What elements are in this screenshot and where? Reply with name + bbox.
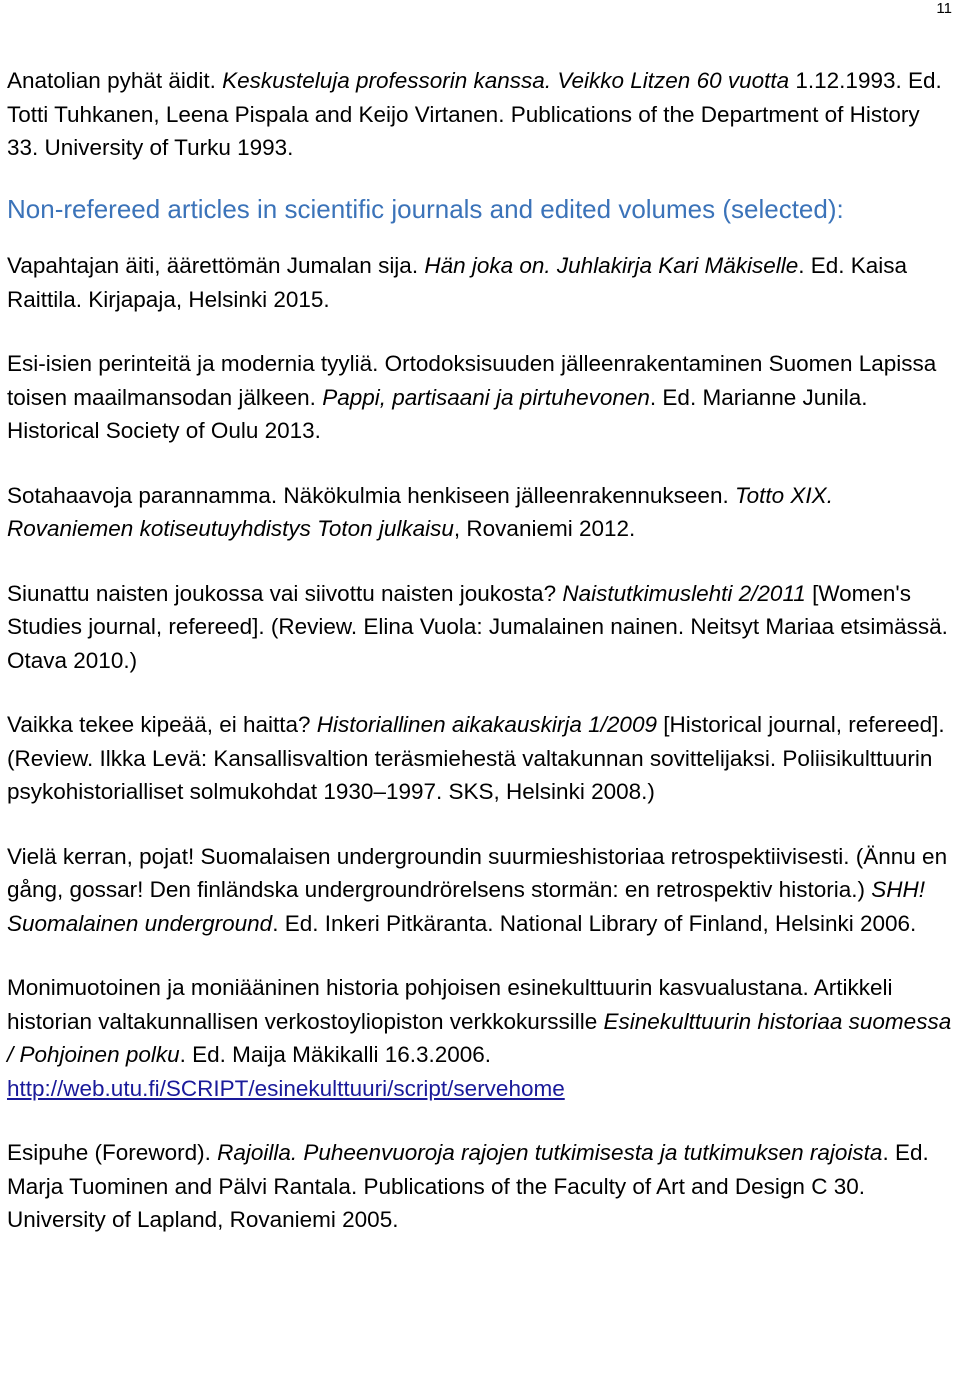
citation-text: 1.12.1993. Ed. Totti Tuhkanen, Leena Pispala and Keijo Virtanen. Publications of the Department of History 33. University of Turku 1993.: [7, 68, 942, 160]
citation-text: Esipuhe (Foreword).: [7, 1140, 218, 1165]
citation-title: Keskusteluja professorin kanssa. Veikko Litzen 60 vuotta: [222, 68, 790, 93]
citation-entry: [7, 347, 957, 448]
citation-text: , Rovaniemi 2012.: [453, 516, 636, 541]
citation-title: Rajoilla. Puheenvuoroja rajojen tutkimisesta ja tutkimuksen rajoista: [217, 1140, 883, 1165]
citation-entry: [7, 708, 957, 809]
citation-title: Hän joka on. Juhlakirja Kari Mäkiselle: [424, 253, 799, 278]
citation-entry: [7, 1136, 957, 1237]
citation-entry: [7, 64, 957, 165]
citation-text: Monimuotoinen ja moniääninen historia pohjoisen esinekulttuurin kasvualustana. Artikkeli historian valtakunnallisen verkostoyliopiston verkkokurssille: [7, 975, 893, 1034]
citation-text: Esi-isien perinteitä ja modernia tyyliä. Ortodoksisuuden jälleenrakentaminen Suomen Lapissa toisen maailmansodan jälkeen.: [7, 351, 937, 410]
citation-text: Siunattu naisten joukossa vai siivottu naisten joukosta?: [7, 580, 563, 606]
citation-title: Pappi, partisaani ja pirtuhevonen: [322, 384, 650, 410]
citation-entry: [7, 249, 957, 316]
citation-entry: [7, 971, 957, 1105]
citation-text: Anatolian pyhät äidit.: [7, 68, 223, 93]
citation-text: . Ed. Marianne Junila. Historical Society of Oulu 2013.: [7, 384, 868, 443]
citation-entry: [7, 577, 957, 678]
citation-title: Naistutkimuslehti 2/2011: [562, 580, 806, 606]
citation-text: . Ed. Kaisa Raittila. Kirjapaja, Helsinki 2015.: [7, 253, 908, 312]
citation-title: Totto XIX. Rovaniemen kotiseutuyhdistys Toton julkaisu: [7, 482, 833, 541]
citation-text: [Historical journal, refereed]. (Review. Ilkka Levä: Kansallisvaltion teräsmiehestä valtakunnan sovittelijaksi. Poliisikulttuurin psykohistorialliset solmukohdat 1930–1997. SKS, Helsinki 2008.): [7, 712, 945, 804]
citation-text: Vapahtajan äiti, äärettömän Jumalan sija.: [7, 253, 425, 278]
document-body: [7, 64, 957, 1268]
citation-link[interactable]: http://web.utu.fi/SCRIPT/esinekulttuuri/script/servehome: [7, 1075, 565, 1101]
citation-text: . Ed. Maija Mäkikalli 16.3.2006.: [179, 1042, 492, 1067]
citation-text: Sotahaavoja parannamma. Näkökulmia henkiseen jälleenrakennukseen.: [7, 482, 735, 508]
section-heading: Non-refereed articles in scientific journals and edited volumes (selected):: [7, 193, 844, 224]
citation-entry: [7, 479, 957, 546]
citation-entry: [7, 840, 957, 941]
citation-text: . Ed. Marja Tuominen and Pälvi Rantala. Publications of the Faculty of Art and Design C 30. University of Lapland, Rovaniemi 2005.: [7, 1140, 929, 1232]
citation-text: . Ed. Inkeri Pitkäranta. National Library of Finland, Helsinki 2006.: [272, 910, 917, 936]
citation-text: Vaikka tekee kipeää, ei haitta?: [7, 712, 317, 737]
citation-title: Historiallinen aikakauskirja 1/2009: [316, 712, 657, 737]
citation-text: Vielä kerran, pojat! Suomalaisen undergroundin suurmieshistoriaa retrospektiivisesti. (Ännu en gång, gossar! Den finländska undergroundrörelsens stormän: en retrospektiv historia.): [7, 843, 948, 902]
citation-text: [Women's Studies journal, refereed]. (Review. Elina Vuola: Jumalainen nainen. Neitsyt Mariaa etsimässä. Otava 2010.): [7, 580, 948, 673]
citation-title: Esinekulttuurin historiaa suomessa / Pohjoinen polku: [7, 1008, 952, 1067]
citation-title: SHH! Suomalainen underground: [7, 877, 925, 936]
page-number: 11: [936, 0, 952, 17]
